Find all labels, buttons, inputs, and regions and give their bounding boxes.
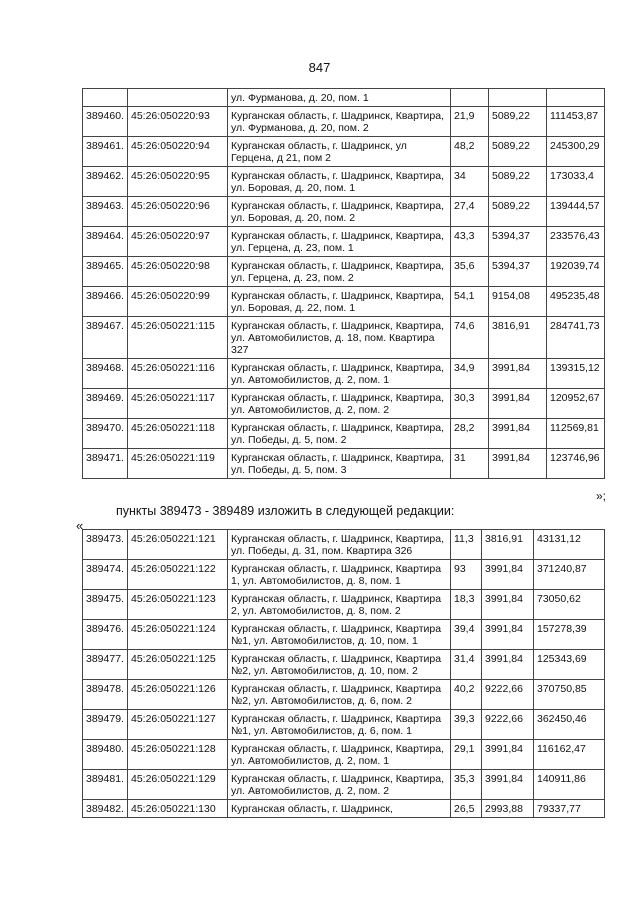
address-cell: Курганская область, г. Шадринск, Квартира, ул. Автомобилистов, д. 18, пом. Квартира 327 [228, 317, 451, 359]
area-cell: 39,4 [451, 620, 482, 650]
unit-price-cell: 9154,08 [489, 287, 547, 317]
area-cell: 29,1 [451, 740, 482, 770]
cadastral-number-cell: 45:26:050221:128 [128, 740, 228, 770]
row-number-cell: 389476. [83, 620, 128, 650]
cadastral-number-cell: 45:26:050220:99 [128, 287, 228, 317]
cadastral-value-cell: 139315,12 [547, 359, 605, 389]
cadastral-value-cell: 157278,39 [534, 620, 605, 650]
row-number-cell: 389464. [83, 227, 128, 257]
address-cell: Курганская область, г. Шадринск, Квартира, ул. Герцена, д. 23, пом. 2 [228, 257, 451, 287]
property-table-amended [82, 529, 605, 818]
table-row [83, 389, 605, 419]
area-cell: 18,3 [451, 590, 482, 620]
address-cell: Курганская область, г. Шадринск, Квартира, ул. Боровая, д. 22, пом. 1 [228, 287, 451, 317]
row-number-cell: 389475. [83, 590, 128, 620]
opening-quote-mark: « [76, 518, 84, 533]
cadastral-number-cell: 45:26:050220:97 [128, 227, 228, 257]
table-row [83, 620, 605, 650]
table-row [83, 107, 605, 137]
address-cell: Курганская область, г. Шадринск, Квартира, ул. Победы, д. 5, пом. 3 [228, 449, 451, 479]
unit-price-cell: 3991,84 [482, 770, 534, 800]
cadastral-number-cell: 45:26:050221:115 [128, 317, 228, 359]
unit-price-cell: 3991,84 [482, 740, 534, 770]
row-number-cell [83, 89, 128, 107]
table-row [83, 359, 605, 389]
table-row [83, 197, 605, 227]
cadastral-number-cell: 45:26:050221:121 [128, 530, 228, 560]
row-number-cell: 389466. [83, 287, 128, 317]
table-row [83, 710, 605, 740]
unit-price-cell: 5089,22 [489, 197, 547, 227]
row-number-cell: 389478. [83, 680, 128, 710]
cadastral-number-cell: 45:26:050221:116 [128, 359, 228, 389]
address-cell: Курганская область, г. Шадринск, Квартира, ул. Автомобилистов, д. 2, пом. 1 [228, 740, 451, 770]
unit-price-cell: 3991,84 [482, 620, 534, 650]
table-row [83, 89, 605, 107]
cadastral-value-cell [547, 89, 605, 107]
area-cell: 39,3 [451, 710, 482, 740]
address-cell: Курганская область, г. Шадринск, Квартира, ул. Фурманова, д. 20, пом. 2 [228, 107, 451, 137]
cadastral-value-cell: 245300,29 [547, 137, 605, 167]
row-number-cell: 389474. [83, 560, 128, 590]
cadastral-number-cell: 45:26:050220:98 [128, 257, 228, 287]
row-number-cell: 389467. [83, 317, 128, 359]
table-row [83, 137, 605, 167]
cadastral-number-cell: 45:26:050220:95 [128, 167, 228, 197]
cadastral-value-cell: 284741,73 [547, 317, 605, 359]
table-row [83, 650, 605, 680]
cadastral-number-cell: 45:26:050220:96 [128, 197, 228, 227]
unit-price-cell: 3991,84 [482, 560, 534, 590]
row-number-cell: 389471. [83, 449, 128, 479]
address-cell: Курганская область, г. Шадринск, Квартира №2, ул. Автомобилистов, д. 6, пом. 2 [228, 680, 451, 710]
area-cell: 35,6 [451, 257, 489, 287]
table-row [83, 317, 605, 359]
table-row [83, 227, 605, 257]
cadastral-value-cell: 173033,4 [547, 167, 605, 197]
cadastral-value-cell: 495235,48 [547, 287, 605, 317]
area-cell: 93 [451, 560, 482, 590]
address-cell: ул. Фурманова, д. 20, пом. 1 [228, 89, 451, 107]
area-cell: 34 [451, 167, 489, 197]
cadastral-number-cell: 45:26:050221:118 [128, 419, 228, 449]
address-cell: Курганская область, г. Шадринск, Квартира №2, ул. Автомобилистов, д. 10, пом. 2 [228, 650, 451, 680]
cadastral-value-cell: 370750,85 [534, 680, 605, 710]
row-number-cell: 389482. [83, 800, 128, 818]
cadastral-number-cell: 45:26:050221:123 [128, 590, 228, 620]
address-cell: Курганская область, г. Шадринск, Квартира, ул. Боровая, д. 20, пом. 2 [228, 197, 451, 227]
unit-price-cell: 5089,22 [489, 167, 547, 197]
row-number-cell: 389461. [83, 137, 128, 167]
row-number-cell: 389465. [83, 257, 128, 287]
unit-price-cell: 3991,84 [489, 449, 547, 479]
unit-price-cell: 3991,84 [489, 389, 547, 419]
row-number-cell: 389479. [83, 710, 128, 740]
cadastral-value-cell: 79337,77 [534, 800, 605, 818]
cadastral-number-cell: 45:26:050221:119 [128, 449, 228, 479]
table-row [83, 740, 605, 770]
area-cell: 74,6 [451, 317, 489, 359]
row-number-cell: 389468. [83, 359, 128, 389]
address-cell: Курганская область, г. Шадринск, Квартира, ул. Победы, д. 31, пом. Квартира 326 [228, 530, 451, 560]
area-cell: 31,4 [451, 650, 482, 680]
address-cell: Курганская область, г. Шадринск, Квартира, ул. Герцена, д. 23, пом. 1 [228, 227, 451, 257]
cadastral-value-cell: 120952,67 [547, 389, 605, 419]
area-cell: 11,3 [451, 530, 482, 560]
unit-price-cell: 9222,66 [482, 680, 534, 710]
unit-price-cell: 5089,22 [489, 137, 547, 167]
cadastral-value-cell: 116162,47 [534, 740, 605, 770]
area-cell: 34,9 [451, 359, 489, 389]
unit-price-cell: 5089,22 [489, 107, 547, 137]
table-row [83, 560, 605, 590]
address-cell: Курганская область, г. Шадринск, Квартира, ул. Автомобилистов, д. 2, пом. 1 [228, 359, 451, 389]
amendment-instruction: пункты 389473 - 389489 изложить в следующей редакции: [116, 504, 455, 518]
area-cell: 35,3 [451, 770, 482, 800]
cadastral-value-cell: 111453,87 [547, 107, 605, 137]
table-row [83, 680, 605, 710]
unit-price-cell: 3816,91 [489, 317, 547, 359]
cadastral-value-cell: 233576,43 [547, 227, 605, 257]
unit-price-cell: 3991,84 [489, 419, 547, 449]
row-number-cell: 389470. [83, 419, 128, 449]
cadastral-number-cell: 45:26:050221:127 [128, 710, 228, 740]
row-number-cell: 389481. [83, 770, 128, 800]
address-cell: Курганская область, г. Шадринск, Квартира 1, ул. Автомобилистов, д. 8, пом. 1 [228, 560, 451, 590]
row-number-cell: 389477. [83, 650, 128, 680]
table-row [83, 590, 605, 620]
cadastral-number-cell: 45:26:050221:125 [128, 650, 228, 680]
cadastral-number-cell: 45:26:050221:117 [128, 389, 228, 419]
area-cell: 26,5 [451, 800, 482, 818]
address-cell: Курганская область, г. Шадринск, Квартира 2, ул. Автомобилистов, д. 8, пом. 2 [228, 590, 451, 620]
cadastral-value-cell: 112569,81 [547, 419, 605, 449]
cadastral-number-cell: 45:26:050220:94 [128, 137, 228, 167]
cadastral-number-cell: 45:26:050221:129 [128, 770, 228, 800]
unit-price-cell: 3991,84 [482, 650, 534, 680]
table-row [83, 257, 605, 287]
property-table-continued [82, 88, 605, 479]
area-cell: 31 [451, 449, 489, 479]
cadastral-number-cell: 45:26:050221:126 [128, 680, 228, 710]
address-cell: Курганская область, г. Шадринск, Квартира, ул. Боровая, д. 20, пом. 1 [228, 167, 451, 197]
cadastral-value-cell: 362450,46 [534, 710, 605, 740]
address-cell: Курганская область, г. Шадринск, [228, 800, 451, 818]
table-row [83, 449, 605, 479]
unit-price-cell: 5394,37 [489, 227, 547, 257]
row-number-cell: 389460. [83, 107, 128, 137]
cadastral-value-cell: 43131,12 [534, 530, 605, 560]
area-cell: 27,4 [451, 197, 489, 227]
table-row [83, 770, 605, 800]
table-row [83, 530, 605, 560]
area-cell: 40,2 [451, 680, 482, 710]
address-cell: Курганская область, г. Шадринск, Квартира, ул. Победы, д. 5, пом. 2 [228, 419, 451, 449]
row-number-cell: 389463. [83, 197, 128, 227]
cadastral-value-cell: 73050,62 [534, 590, 605, 620]
area-cell: 21,9 [451, 107, 489, 137]
row-number-cell: 389462. [83, 167, 128, 197]
area-cell: 54,1 [451, 287, 489, 317]
row-number-cell: 389469. [83, 389, 128, 419]
unit-price-cell: 3991,84 [489, 359, 547, 389]
address-cell: Курганская область, г. Шадринск, Квартира, ул. Автомобилистов, д. 2, пом. 2 [228, 770, 451, 800]
closing-quote-mark: »; [596, 489, 607, 503]
address-cell: Курганская область, г. Шадринск, Квартира №1, ул. Автомобилистов, д. 6, пом. 1 [228, 710, 451, 740]
cadastral-number-cell: 45:26:050221:130 [128, 800, 228, 818]
table-row [83, 287, 605, 317]
cadastral-value-cell: 139444,57 [547, 197, 605, 227]
area-cell: 48,2 [451, 137, 489, 167]
cadastral-value-cell: 123746,96 [547, 449, 605, 479]
cadastral-number-cell: 45:26:050221:122 [128, 560, 228, 590]
address-cell: Курганская область, г. Шадринск, ул Герцена, д 21, пом 2 [228, 137, 451, 167]
cadastral-value-cell: 192039,74 [547, 257, 605, 287]
table-row [83, 419, 605, 449]
address-cell: Курганская область, г. Шадринск, Квартира №1, ул. Автомобилистов, д. 10, пом. 1 [228, 620, 451, 650]
cadastral-number-cell: 45:26:050220:93 [128, 107, 228, 137]
unit-price-cell: 3816,91 [482, 530, 534, 560]
area-cell: 30,3 [451, 389, 489, 419]
page-number: 847 [308, 60, 331, 75]
row-number-cell: 389473. [83, 530, 128, 560]
cadastral-value-cell: 371240,87 [534, 560, 605, 590]
unit-price-cell [489, 89, 547, 107]
table-row [83, 167, 605, 197]
unit-price-cell: 3991,84 [482, 590, 534, 620]
area-cell: 28,2 [451, 419, 489, 449]
unit-price-cell: 9222,66 [482, 710, 534, 740]
cadastral-value-cell: 140911,86 [534, 770, 605, 800]
unit-price-cell: 5394,37 [489, 257, 547, 287]
cadastral-number-cell [128, 89, 228, 107]
cadastral-number-cell: 45:26:050221:124 [128, 620, 228, 650]
row-number-cell: 389480. [83, 740, 128, 770]
area-cell [451, 89, 489, 107]
cadastral-value-cell: 125343,69 [534, 650, 605, 680]
area-cell: 43,3 [451, 227, 489, 257]
address-cell: Курганская область, г. Шадринск, Квартира, ул. Автомобилистов, д. 2, пом. 2 [228, 389, 451, 419]
unit-price-cell: 2993,88 [482, 800, 534, 818]
table-row [83, 800, 605, 818]
